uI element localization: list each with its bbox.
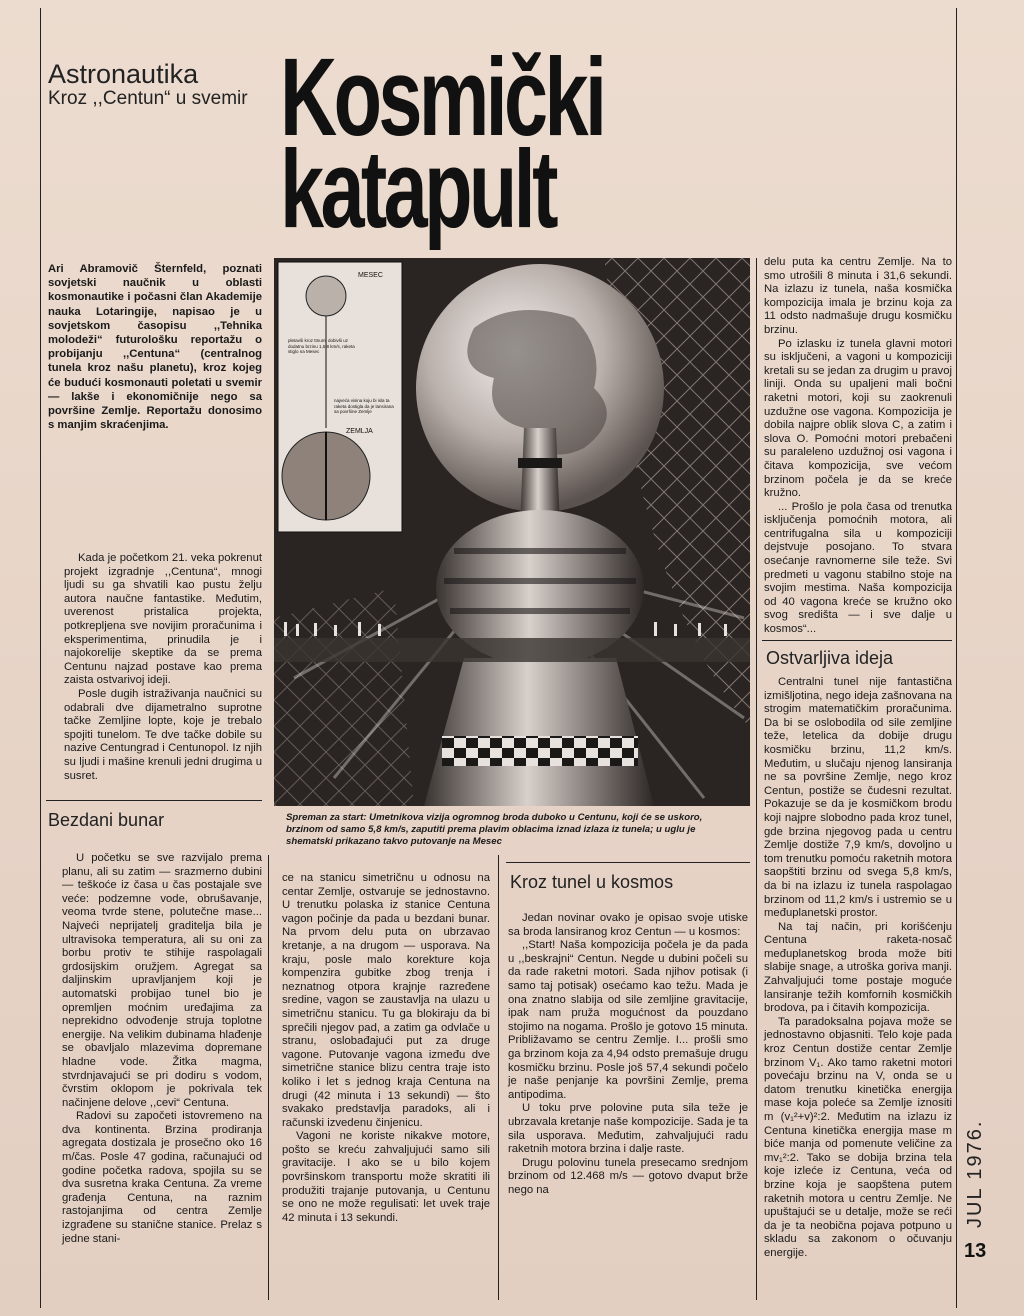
column-3-paragraph-3: U toku prve polovine puta sila teže je ubrzavala kretanje naše kompozicije. Sada je ta sila usporava. Međutim, zahvaljujući radu raketnih motora brzina i dalje raste.	[508, 1102, 748, 1156]
diagram-label-zemlja: ZEMLJA	[346, 428, 373, 435]
tower-spire-band	[518, 458, 562, 468]
section-subtitle: Kroz ,,Centun“ u svemir	[48, 88, 248, 109]
illustration	[274, 258, 750, 806]
column-4-paragraph-4: Centralni tunel nije fantastična izmišljotina, nego ideja zašnovana na strogim matematičkim proračunima. Da bi se oslobodila od sile zemljine teže, letelica da dobije drugu kosmičku brzinu, 11,2 km/s. Međutim, u slučaju njenog lansiranja ne sa površine Zemlje, nego kroz Centun, postiže se čudesni rezultat. Pokazuje se da je kosmičkom brodu koji najpre slobodno pada kroz tunel, gde brzina njegovog pada u centru Zemlje dostiže 7,9 km/s, dovoljno u tom trenutku pomoću raketnih motora saopštiti brzinu od svega 5,8 km/s, da bi na izlazu iz tunela raspolagao brzinom od 11,2 km/s i ustremio se u međuplanetski prostor.	[764, 676, 952, 920]
lead-paragraph: Ari Abramovič Šternfeld, poznati sovjetski naučnik u oblasti kosmonautike i počasni član Akademije nauka Lotaringije, napisao je u sovjetskom časopisu ,,Tehnika molodeži“ futurološku reportažu o probijanju ,,Centuna“ (centralnog tunela kroz našu planetu), kroz kojeg će budući kosmonauti poletati u svemir — lakše i ekonomičnije nego sa površine Zemlje. Reportažu donosimo s manjim skraćenjima.	[48, 263, 262, 432]
column-1-paragraph-1: U početku se sve razvijalo prema planu, ali su zatim — srazmerno dubini — teškoće iz časa u čas postajale sve veće: podzemne vode, obrušavanje, veoma tvrde stene, polutečne mase... Najveći neprijatelj graditelja bila je ultravisoka temperatura, ali su oni za borbu protiv te stihije raspolagali grdosijskim oružjem. Agregat sa daljinskim upravljanjem koji je automatski probijao tunel bio je opremljen moćnim uređajima za neprekidno odvođenje struja toplotne energije. Na velikim dubinama hlađenje se obavljalo mlazevima dopremane hladne vode. Žitka magma, stvrdnjavajući se pri dodiru s vodom, čvrstim oklopom je pokrivala tek načinjene delove ,,cevi“ Centuna.	[62, 852, 262, 1109]
section-title: Astronautika	[48, 59, 199, 89]
column-1-body	[62, 852, 262, 1246]
diagram-note-1: pletavši kroz ttnum, dobivši uz dodatnu brzinu 1,5,8 km/s, raketa stiglo na Mesec	[288, 338, 355, 354]
platform	[274, 638, 750, 662]
lattice-left	[274, 588, 414, 806]
intro-paragraph-2: Posle dugih istraživanja naučnici su odabrali dve dijametralno suprotne tačke Zemljine lopte, koje je trebalo spojiti tunelom. Te dve tačke dobile su nazive Centungrad i Centunopol. Iz njih su ljudi i mašine krenuli jedni drugima u susret.	[64, 687, 262, 782]
right-border-rule	[956, 8, 957, 1308]
tower-shaft	[424, 658, 654, 806]
subhead-rule-ostvarljiva	[762, 640, 952, 641]
subhead-ostvarljiva-ideja: Ostvarljiva ideja	[766, 648, 894, 668]
column-1-paragraph-2: Radovi su započeti istovremeno na dva kontinenta. Brzina prodiranja agregata dostizala je prosečno oko 16 m/čas. Posle 47 godina, računajući od godine početka radova, spojila su se dva susretna kraka Centuna. Za vreme građenja Centuna, na raznim rastojanjima od centra Zemlje izgrađene su stanične stanice. Prelaz s jedne stani-	[62, 1110, 262, 1245]
intro-paragraph-1: Kada je početkom 21. veka pokrenut projekt izgradnje ,,Centuna“, mnogi ljudi su ga shvatili kao pustu želju autora naučne fantastike. Međutim, uverenost pristalica projekta, potkrepljena sve novijim proračunima i eksperimentima, prinudila je i najokorelije skeptike da se prema Centunu najzad postave kao prema zaista ostvarivoj ideji.	[64, 552, 262, 687]
diagram-note-2: najveća visina koju bi isla ta raketa dostigla da je lansirana sa površine Zemlje	[334, 398, 394, 414]
column-4-paragraph-2: Po izlasku iz tunela glavni motori su isključeni, a vagoni u kompoziciji kretali su se jedan za drugim u pravoj liniji. Onda su upaljeni mali bočni raketni motori, koji su zaokrenuli uzdužne ose vagona. Kompozicija je dobila najpre oblik slova C, a zatim i slova O. Pomoćni motori prebačeni su paraleleno uzdužnoj osi vagona i čitava kompozicija, sve većom brzinom počela je da se kreće kružno.	[764, 337, 952, 500]
column-3-body	[508, 912, 748, 1197]
issue-date: JUL 1976.	[964, 1119, 986, 1228]
page-number: 13	[964, 1240, 987, 1262]
column-2-paragraph-1: ce na stanicu simetričnu u odnosu na centar Zemlje, ostvaruje se jednostavno. U trenutku polaska iz stanice Centuna vagon počinje da pada u bezdani bunar. Na prvom delu puta on ubrzavao kretanje, a na drugom — usporava. Na kraju, posle malo korekture koja kompenzira gubitke zbog trenja i neznatnog otpora krajnje razređene sredine, vagon se zaustavlja na ulazu u simetričnu stanicu. Tu ga blokiraju da bi sprečili njegov pad, a zatim ga odvlače u stranu, oslobađajući put za druge vagone. Putovanje vagona između dve simetrične stanice blizu centra traje isto koliko i let s jednog kraja Centuna na drugi (42 minuta i 13 sekundi) — što svakako predstavlja paradoks, ali i računski izvedenu činjenicu.	[282, 872, 490, 1129]
column-4-paragraph-1: delu puta ka centru Zemlje. Na to smo utrošili 8 minuta i 31,6 sekundi. Na izlazu iz tunela, naša kosmička kompozicija imala je brzinu koja za 11 odsto nadmašuje drugu kosmičku brzinu.	[764, 256, 952, 336]
column-3-paragraph-4: Drugu polovinu tunela presecamo srednjom brzinom od 12.468 m/s — gotovo dvaput brže nego na	[508, 1156, 748, 1196]
subhead-rule-bezdani	[46, 800, 262, 801]
column-4-paragraph-5: Na taj način, pri korišćenju Centuna raketa-nosač međuplanetskog broda može biti slabije snage, a utroška goriva manji. Zahvaljujući tome postaje moguće lansiranje težih komfornih kosmičkih brodova, pa i čitavih kompozicija.	[764, 920, 952, 1015]
column-3-paragraph-2: ,,Start! Naša kompozicija počela je da pada u ,,beskrajni“ Centun. Negde u dubini počeli su da rade raketni motori. Sada njihov potisak (i samo taj potisak) osećamo kao težu. Mada je ona znatno slabija od sile zemljine gravitacije, ipak nam pruža mogućnost da pouzdano stojimo na nogama. Prošlo je gotovo 15 minuta. Približavamo se centru Zemlje. I... prošli smo ga brzinom koja za 4,94 odsto premašuje drugu kosmičku brzinu. Posle još 57,4 sekundi počelo je naše penjanje ka površini Zemlje, prema antipodima.	[508, 939, 748, 1101]
left-border-rule	[40, 8, 41, 1308]
diagram-label-mesec: MESEC	[358, 272, 383, 279]
column-rule-1	[268, 855, 269, 1300]
diagram-moon	[306, 276, 346, 316]
subhead-kroz-tunel: Kroz tunel u kosmos	[510, 872, 674, 892]
column-rule-3	[756, 258, 757, 1300]
column-3-paragraph-1: Jedan novinar ovako je opisao svoje utiske sa broda lansiranog kroz Centun — u kosmos:	[508, 912, 748, 938]
figure-caption: Spreman za start: Umetnikova vizija ogromnog broda duboko u Centunu, koji će se uskoro, brzinom od samo 5,8 km/s, zaputiti prema plavim oblacima iznad izlaza iz tunela; u uglu je shematski prikazano takvo putovanje na Mesec	[286, 812, 703, 848]
headline-line-2: katapult	[280, 128, 555, 251]
column-2-body	[282, 872, 490, 1225]
column-4-paragraph-3: ... Prošlo je pola časa od trenutka isključenja pomoćnih motora, ali centrifugalna sila u kompoziciji dejstvuje posojano. To stvara osećanje ravnomerne sile teže. Svi predmeti u vagonu stabilno stoje na svojim mestima. Naša kompozicija od 40 vagona kreće se kružno oko svog središta — i sve dalje u kosmos“...	[764, 500, 952, 636]
column-4-paragraph-6: Ta paradoksalna pojava može se jednostavno objasniti. Telo koje pada kroz Centun dostiže centar Zemlje brzinom V₁. Ako tamo raketni motori povećaju brzinu na V, onda se u datom trenutku kinetička energija mase koja poleće sa Zemlje iznositi m (v₁²+v)²:2. Međutim na izlazu iz Centuna kinetička energija mase m biće manja od pomenute veličine za mv₁²:2. Tako se dobija brzina tela koje izleće iz Centuna, veća od brzine koja je saopštena putem raketnih motora u centru Zemlje. Ne upuštajući se u detalje, može se reći da je ta neobična pojava potpuno u skladu sa zakonom o očuvanju energije.	[764, 1015, 952, 1259]
column-rule-2	[498, 855, 499, 1300]
subhead-bezdani-bunar: Bezdani bunar	[48, 810, 165, 830]
column-2-paragraph-2: Vagoni ne koriste nikakve motore, pošto se kreću zahvaljujući samo sili gravitacije. I ako se u bilo kojem površinskom transportu može skratiti ili produžiti trajanje putovanja, u Centunu se ono ne može regulisati: let uvek traje 42 minuta i 13 sekundi.	[282, 1130, 490, 1224]
intro-text	[64, 552, 262, 783]
column-4-body-2	[764, 676, 952, 1261]
subhead-rule-kroz	[506, 862, 750, 863]
tower-checker	[442, 736, 638, 766]
column-4-body	[764, 256, 952, 637]
headline-line-1: Kosmički	[280, 36, 604, 159]
